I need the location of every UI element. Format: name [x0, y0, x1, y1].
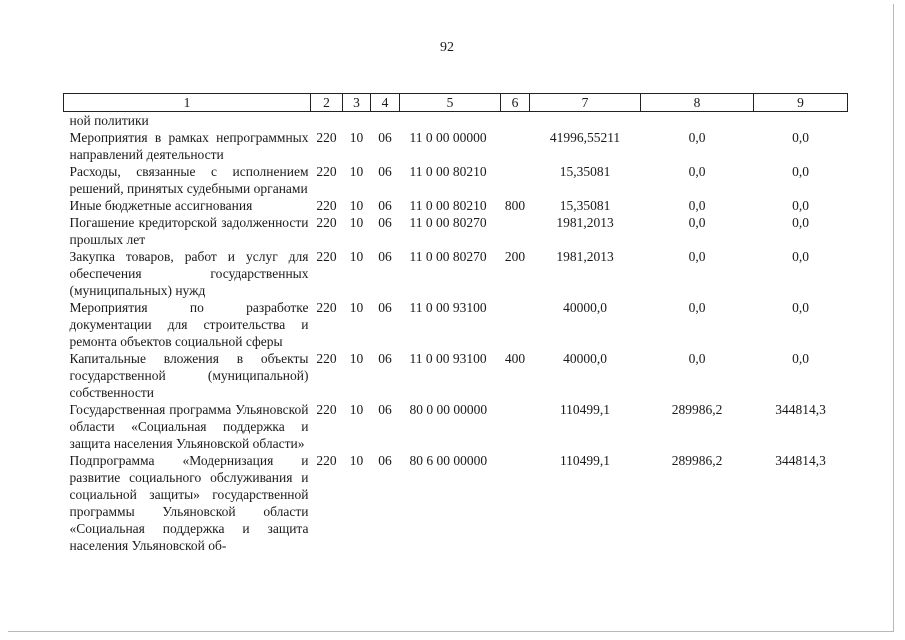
cell-expense-type: [501, 401, 530, 452]
column-header: 3: [343, 94, 371, 112]
cell-amount-2: 0,0: [688, 351, 706, 366]
cell-amount-3: 344814,3: [775, 402, 826, 417]
row-name-cell: Капитальные вложения в объекты государственной (муниципальной) собственности: [69, 351, 309, 400]
cell-target-article: 11 0 00 80270: [409, 249, 487, 264]
cell-amount-1: 41996,55211: [549, 130, 621, 145]
cell-section: [343, 112, 371, 130]
cell-target-article: 80 0 00 00000: [409, 402, 488, 417]
cell-subsection: 06: [378, 164, 392, 179]
cell-amount-1: 1981,2013: [556, 249, 614, 264]
cell-amount-3: 0,0: [792, 215, 809, 230]
table-row: [64, 248, 848, 299]
cell-subsection: [371, 112, 400, 130]
cell-amount-2: 289986,2: [671, 453, 723, 468]
row-name-cell: Мероприятия в рамках непрограммных направлений деятельности: [69, 130, 309, 162]
cell-expense-type: [501, 452, 530, 554]
cell-subsection: 06: [378, 453, 392, 468]
cell-expense-type: 400: [504, 351, 526, 366]
cell-target-article: 11 0 00 93100: [409, 351, 487, 366]
cell-amount-3: 344814,3: [775, 453, 826, 468]
row-name-cell: Государственная программа Ульяновской области «Социальная поддержка и защита населения Ульяновской области»: [69, 402, 309, 451]
cell-section: 10: [349, 215, 364, 230]
cell-target-article: 11 0 00 80210: [409, 198, 487, 213]
cell-subsection: 06: [378, 300, 392, 315]
column-header: 7: [530, 94, 641, 112]
row-name-cell: Погашение кредиторской задолженности прошлых лет: [69, 215, 309, 247]
cell-code: [311, 112, 343, 130]
table-row: [64, 197, 848, 214]
column-header: 2: [311, 94, 343, 112]
cell-subsection: 06: [378, 249, 392, 264]
cell-amount-1: 40000,0: [563, 351, 607, 366]
cell-amount-1: 15,35081: [559, 164, 611, 179]
row-name-cell: ной политики: [69, 113, 149, 128]
cell-code: 220: [316, 351, 337, 366]
cell-section: 10: [349, 402, 364, 417]
cell-amount-1: 110499,1: [559, 453, 611, 468]
cell-amount-3: 0,0: [792, 130, 809, 145]
table-row: [64, 214, 848, 248]
cell-section: 10: [349, 130, 364, 145]
table-row: [64, 401, 848, 452]
table-row: [64, 112, 848, 130]
cell-amount-2: 289986,2: [671, 402, 723, 417]
page-number: 92: [440, 40, 454, 55]
cell-code: 220: [316, 130, 337, 145]
cell-code: 220: [316, 198, 337, 213]
cell-amount-3: 0,0: [792, 249, 809, 264]
cell-expense-type: [501, 163, 530, 197]
cell-subsection: 06: [378, 215, 392, 230]
row-name-cell: Закупка товаров, работ и услуг для обеспечения государственных (муниципальных) нужд: [69, 249, 309, 298]
table-header-row: [64, 94, 848, 112]
cell-code: 220: [316, 300, 337, 315]
cell-expense-type: [501, 299, 530, 350]
table-row: [64, 299, 848, 350]
row-name-cell: Мероприятия по разработке документации для строительства и ремонта объектов социальной сферы: [69, 300, 309, 349]
cell-section: 10: [349, 351, 364, 366]
cell-amount-3: 0,0: [792, 164, 809, 179]
cell-amount-2: 0,0: [688, 198, 706, 213]
cell-amount-2: [641, 112, 754, 130]
cell-code: 220: [316, 164, 337, 179]
row-name-cell: Иные бюджетные ассигнования: [69, 198, 253, 213]
cell-amount-3: 0,0: [792, 198, 809, 213]
cell-amount-2: 0,0: [688, 130, 706, 145]
cell-subsection: 06: [378, 130, 392, 145]
table-body: [64, 112, 848, 555]
cell-expense-type: 200: [504, 249, 526, 264]
cell-amount-1: 40000,0: [563, 300, 607, 315]
cell-target-article: 11 0 00 00000: [409, 130, 487, 145]
cell-expense-type: [501, 129, 530, 163]
budget-table: [63, 93, 848, 554]
column-header: 5: [400, 94, 501, 112]
cell-section: 10: [349, 300, 364, 315]
column-header: 9: [754, 94, 848, 112]
cell-amount-2: 0,0: [688, 249, 706, 264]
cell-target-article: 80 6 00 00000: [409, 453, 488, 468]
cell-target-article: 11 0 00 80270: [409, 215, 487, 230]
cell-target-article: [400, 112, 501, 130]
cell-subsection: 06: [378, 198, 392, 213]
column-header: 1: [64, 94, 311, 112]
cell-subsection: 06: [378, 402, 392, 417]
cell-expense-type: [501, 112, 530, 130]
cell-amount-2: 0,0: [688, 300, 706, 315]
cell-subsection: 06: [378, 351, 392, 366]
cell-code: 220: [316, 402, 337, 417]
cell-amount-1: [530, 112, 641, 130]
cell-code: 220: [316, 215, 337, 230]
table-row: [64, 163, 848, 197]
cell-section: 10: [349, 453, 364, 468]
row-name-cell: Подпрограмма «Модернизация и развитие социального обслуживания и социальной защиты» государственной программы Ульяновской области «Социальная поддержка и защита населения Ульяновской об-: [69, 453, 309, 553]
cell-amount-3: 0,0: [792, 300, 809, 315]
row-name-cell: Расходы, связанные с исполнением решений, принятых судебными органами: [69, 164, 309, 196]
cell-amount-1: 1981,2013: [556, 215, 614, 230]
cell-amount-2: 0,0: [688, 164, 706, 179]
cell-expense-type: [501, 214, 530, 248]
cell-section: 10: [349, 164, 364, 179]
cell-section: 10: [349, 198, 364, 213]
table-row: [64, 129, 848, 163]
cell-section: 10: [349, 249, 364, 264]
cell-expense-type: 800: [504, 198, 526, 213]
cell-amount-3: 0,0: [792, 351, 809, 366]
cell-amount-2: 0,0: [688, 215, 706, 230]
cell-target-article: 11 0 00 93100: [409, 300, 487, 315]
cell-amount-3: [754, 112, 848, 130]
cell-amount-1: 15,35081: [559, 198, 611, 213]
table-row: [64, 452, 848, 554]
cell-code: 220: [316, 453, 337, 468]
table-row: [64, 350, 848, 401]
cell-code: 220: [316, 249, 337, 264]
column-header: 6: [501, 94, 530, 112]
column-header: 8: [641, 94, 754, 112]
column-header: 4: [371, 94, 400, 112]
cell-target-article: 11 0 00 80210: [409, 164, 487, 179]
cell-amount-1: 110499,1: [559, 402, 611, 417]
